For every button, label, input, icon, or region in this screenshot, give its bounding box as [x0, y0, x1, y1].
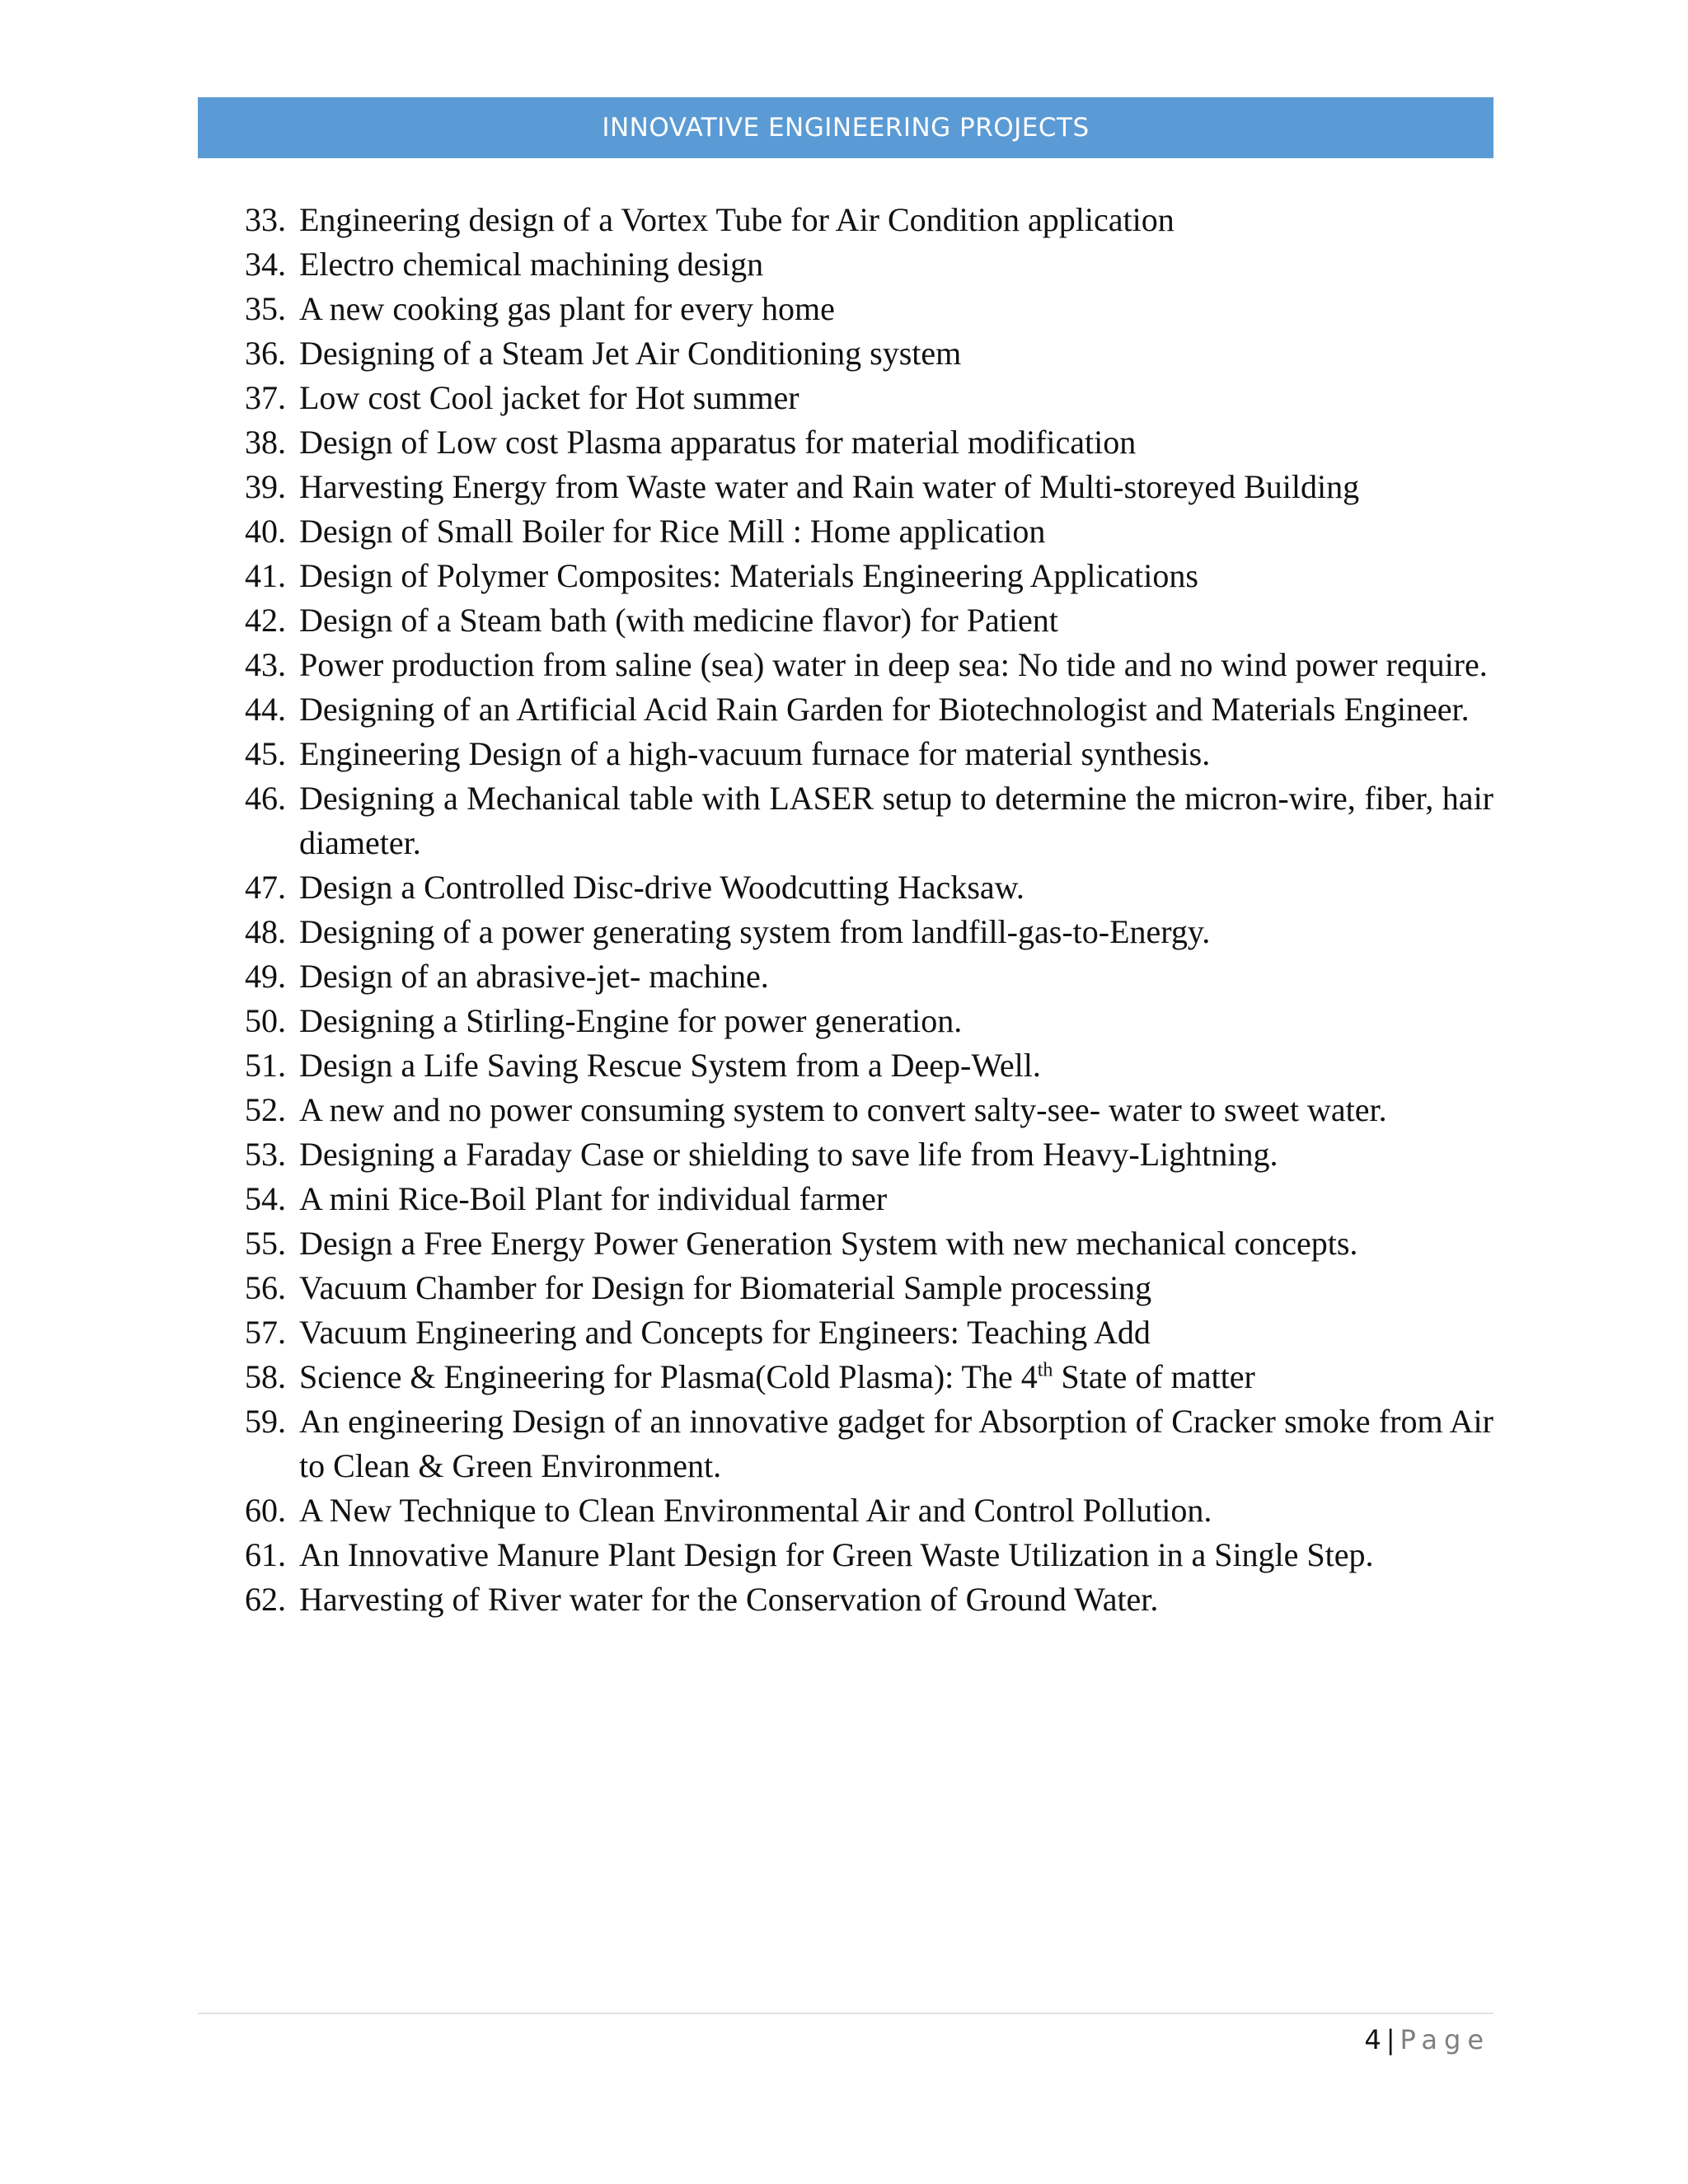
list-item: [245, 643, 1493, 687]
item-text: Design a Free Energy Power Generation System with new mechanical concepts.: [299, 1225, 1358, 1262]
list-item: [245, 465, 1493, 509]
item-text: Low cost Cool jacket for Hot summer: [299, 379, 799, 416]
list-item: [245, 331, 1493, 376]
item-text: Design of an abrasive-jet- machine.: [299, 958, 769, 995]
list-item: [245, 1488, 1493, 1533]
list-item: [245, 1310, 1493, 1355]
item-text: Engineering Design of a high-vacuum furnace for material synthesis.: [299, 735, 1211, 772]
item-number: 46.: [245, 780, 286, 817]
item-number: 43.: [245, 646, 286, 683]
item-text: Designing a Stirling-Engine for power generation.: [299, 1002, 963, 1039]
list-item: [245, 376, 1493, 420]
list-item: [245, 1043, 1493, 1088]
item-number: 37.: [245, 379, 286, 416]
list-item: [245, 1533, 1493, 1577]
list-item: [245, 509, 1493, 554]
item-text: Electro chemical machining design: [299, 246, 764, 283]
list-item: [245, 554, 1493, 598]
list-item: [245, 776, 1493, 865]
item-text: A new and no power consuming system to convert salty-see- water to sweet water.: [299, 1091, 1387, 1128]
item-text: A new cooking gas plant for every home: [299, 290, 835, 327]
list-item: [245, 954, 1493, 999]
item-text: Vacuum Chamber for Design for Biomaterial Sample processing: [299, 1269, 1152, 1306]
project-list: [245, 198, 1493, 1622]
item-number: 48.: [245, 913, 286, 950]
item-text: Designing a Faraday Case or shielding to save life from Heavy-Lightning.: [299, 1136, 1278, 1173]
item-text: A mini Rice-Boil Plant for individual farmer: [299, 1180, 888, 1217]
item-text-before: Science & Engineering for Plasma(Cold Plasma): The 4: [299, 1358, 1038, 1395]
list-item: [245, 198, 1493, 242]
item-number: 33.: [245, 201, 286, 238]
item-number: 42.: [245, 602, 286, 639]
page-header: [198, 97, 1493, 158]
list-item: [245, 687, 1493, 732]
item-number: 62.: [245, 1581, 286, 1618]
list-item: [245, 910, 1493, 954]
footer-divider: [198, 2013, 1493, 2014]
list-item: [245, 1399, 1493, 1488]
item-number: 36.: [245, 335, 286, 372]
list-item: [245, 1088, 1493, 1132]
item-text-after: State of matter: [1053, 1358, 1255, 1395]
item-text: Design of Low cost Plasma apparatus for material modification: [299, 424, 1137, 461]
item-number: 38.: [245, 424, 286, 461]
list-item: [245, 598, 1493, 643]
list-item: [245, 1266, 1493, 1310]
item-number: 45.: [245, 735, 286, 772]
list-item: [245, 287, 1493, 331]
item-text: Power production from saline (sea) water in deep sea: No tide and no wind power require.: [299, 646, 1488, 683]
item-number: 57.: [245, 1314, 286, 1351]
item-text: Designing of a power generating system from landfill-gas-to-Energy.: [299, 913, 1211, 950]
item-number: 61.: [245, 1536, 286, 1573]
item-text: Design of Small Boiler for Rice Mill : Home application: [299, 513, 1046, 550]
item-number: 41.: [245, 557, 286, 594]
page-label: Page: [1400, 2024, 1490, 2055]
list-item: [245, 1177, 1493, 1221]
item-number: 60.: [245, 1492, 286, 1529]
page-footer: [1364, 2018, 1490, 2062]
list-item: [245, 865, 1493, 910]
header-title: INNOVATIVE ENGINEERING PROJECTS: [602, 113, 1090, 143]
item-text: Design of a Steam bath (with medicine flavor) for Patient: [299, 602, 1058, 639]
list-item: [245, 420, 1493, 465]
list-item: [245, 1132, 1493, 1177]
item-text: Designing of an Artificial Acid Rain Garden for Biotechnologist and Materials Engineer.: [299, 691, 1470, 728]
superscript: th: [1037, 1359, 1053, 1381]
item-number: 54.: [245, 1180, 286, 1217]
item-number: 56.: [245, 1269, 286, 1306]
item-number: 51.: [245, 1047, 286, 1084]
list-item: [245, 999, 1493, 1043]
page-number: 4: [1364, 2024, 1381, 2055]
item-text: Designing a Mechanical table with LASER setup to determine the micron-wire, fiber, hair diameter.: [299, 780, 1493, 861]
item-number: 34.: [245, 246, 286, 283]
item-text: A New Technique to Clean Environmental Air and Control Pollution.: [299, 1492, 1212, 1529]
item-number: 49.: [245, 958, 286, 995]
item-text: An Innovative Manure Plant Design for Green Waste Utilization in a Single Step.: [299, 1536, 1374, 1573]
item-number: 35.: [245, 290, 286, 327]
item-text: Design a Life Saving Rescue System from a Deep-Well.: [299, 1047, 1041, 1084]
item-text: Harvesting of River water for the Conservation of Ground Water.: [299, 1581, 1159, 1618]
list-item: [245, 1355, 1493, 1399]
list-item: [245, 732, 1493, 776]
list-item: [245, 242, 1493, 287]
item-number: 47.: [245, 869, 286, 906]
item-number: 58.: [245, 1358, 286, 1395]
item-text: Engineering design of a Vortex Tube for Air Condition application: [299, 201, 1175, 238]
item-number: 52.: [245, 1091, 286, 1128]
item-number: 53.: [245, 1136, 286, 1173]
item-text: Harvesting Energy from Waste water and Rain water of Multi-storeyed Building: [299, 468, 1360, 505]
item-number: 39.: [245, 468, 286, 505]
item-number: 44.: [245, 691, 286, 728]
item-text: Design of Polymer Composites: Materials Engineering Applications: [299, 557, 1198, 594]
list-item: [245, 1221, 1493, 1266]
item-number: 59.: [245, 1403, 286, 1440]
item-text: Vacuum Engineering and Concepts for Engineers: Teaching Add: [299, 1314, 1151, 1351]
item-text: An engineering Design of an innovative gadget for Absorption of Cracker smoke from Air to Clean & Green Environment.: [299, 1403, 1493, 1484]
item-number: 50.: [245, 1002, 286, 1039]
item-number: 55.: [245, 1225, 286, 1262]
item-number: 40.: [245, 513, 286, 550]
item-text: Designing of a Steam Jet Air Conditioning system: [299, 335, 962, 372]
list-item: [245, 1577, 1493, 1622]
footer-separator: |: [1386, 2024, 1395, 2055]
item-text: Design a Controlled Disc-drive Woodcutting Hacksaw.: [299, 869, 1025, 906]
